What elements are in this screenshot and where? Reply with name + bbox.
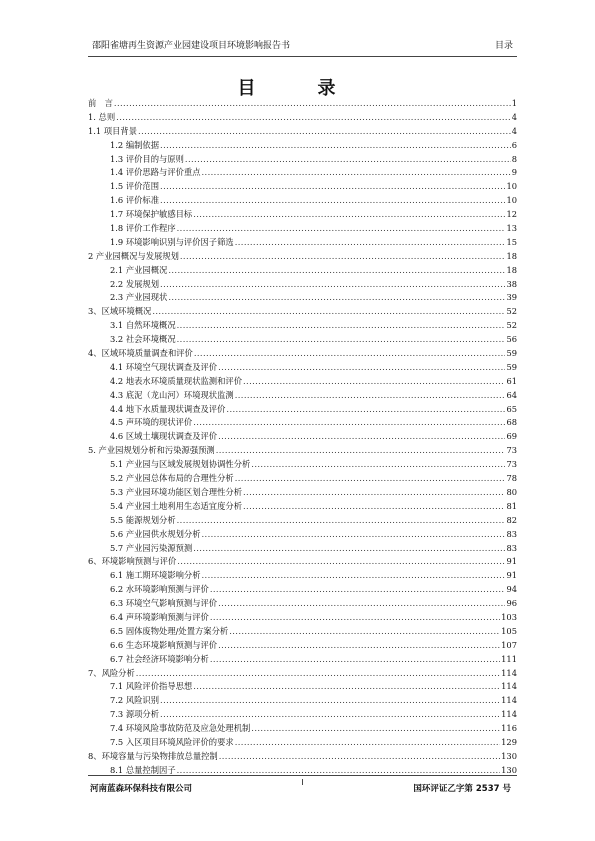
toc-dot-leader: [251, 722, 500, 736]
toc-entry-title: 8、环境容量与污染物排放总量控制: [88, 750, 218, 761]
toc-entry-page: 65: [506, 403, 517, 414]
toc-dot-leader: [235, 472, 506, 486]
toc-entry-title: 6.2 水环境影响预测与评价: [110, 584, 209, 595]
toc-entry-title: 1.1 项目背景: [88, 125, 138, 136]
toc-entry-page: 18: [506, 250, 517, 261]
toc-entry-page: 78: [506, 473, 517, 484]
toc-entry-title: 4.2 地表水环境质量现状监测和评价: [110, 375, 242, 386]
toc-entry-page: 9: [511, 167, 517, 178]
toc-dot-leader: [193, 542, 505, 556]
toc-entry-page: 80: [506, 486, 517, 497]
toc-entry-title: 6.3 环境空气影响预测与评价: [110, 598, 218, 609]
toc-dot-leader: [177, 319, 506, 333]
toc-dot-leader: [180, 250, 506, 264]
toc-entry-page: 59: [506, 361, 517, 372]
toc-dot-leader: [160, 278, 505, 292]
toc-dot-leader: [160, 139, 511, 153]
toc-dot-leader: [218, 597, 505, 611]
toc-entry[interactable]: [88, 111, 517, 125]
toc-entry[interactable]: [88, 236, 517, 250]
toc-entry-title: 1.9 环境影响识别与评价因子筛选: [110, 236, 234, 247]
toc-dot-leader: [229, 625, 500, 639]
toc-dot-leader: [114, 97, 511, 111]
toc-dot-leader: [210, 653, 500, 667]
toc-dot-leader: [168, 264, 505, 278]
toc-dot-leader: [193, 416, 505, 430]
toc-entry-page: 105: [501, 625, 517, 636]
toc-entry-title: 5.2 产业园总体布局的合理性分析: [110, 473, 234, 484]
toc-dot-leader: [210, 583, 506, 597]
toc-dot-leader: [202, 528, 506, 542]
toc-entry-page: 13: [506, 223, 517, 234]
toc-dot-leader: [193, 208, 505, 222]
toc-dot-leader: [218, 430, 505, 444]
toc-entry[interactable]: [88, 680, 517, 694]
toc-entry[interactable]: [88, 291, 517, 305]
toc-entry-page: 10: [506, 181, 517, 192]
toc-entry[interactable]: [88, 694, 517, 708]
toc-entry-page: 38: [506, 278, 517, 289]
toc-entry-page: 12: [506, 209, 517, 220]
toc-entry[interactable]: [88, 542, 517, 556]
toc-entry[interactable]: [88, 97, 517, 111]
toc-entry[interactable]: [88, 653, 517, 667]
toc-dot-leader: [177, 333, 506, 347]
toc-entry[interactable]: [88, 750, 517, 764]
toc-dot-leader: [177, 514, 506, 528]
toc-dot-leader: [226, 403, 505, 417]
toc-dot-leader: [202, 569, 506, 583]
toc-entry[interactable]: [88, 278, 517, 292]
toc-entry-page: 91: [506, 556, 517, 567]
toc-entry[interactable]: [88, 153, 517, 167]
toc-entry[interactable]: [88, 555, 517, 569]
toc-entry[interactable]: [88, 500, 517, 514]
toc-dot-leader: [218, 361, 505, 375]
toc-entry-title: 6、环境影响预测与评价: [88, 556, 177, 567]
toc-entry-page: 116: [501, 723, 517, 734]
footer-company: 河南蓝森环保科技有限公司: [90, 784, 193, 794]
toc-entry-title: 5.1 产业园与区域发展规划协调性分析: [110, 459, 251, 470]
toc-entry[interactable]: [88, 430, 517, 444]
toc-entry-title: 2.1 产业园概况: [110, 264, 168, 275]
toc-entry-title: 4.5 声环境的现状评价: [110, 417, 193, 428]
toc-dot-leader: [235, 389, 506, 403]
page-title: 目 录: [237, 78, 358, 99]
toc-entry[interactable]: [88, 597, 517, 611]
toc-dot-leader: [177, 555, 505, 569]
toc-entry-title: 前 言: [88, 98, 113, 108]
toc-entry-page: 130: [501, 750, 517, 761]
toc-entry-page: 15: [506, 236, 517, 247]
toc-entry-title: 5.4 产业园土地利用生态适宜度分析: [110, 500, 242, 511]
toc-entry-title: 1.6 评价标准: [110, 195, 160, 206]
toc-entry-page: 91: [506, 570, 517, 581]
toc-dot-leader: [210, 611, 500, 625]
toc-entry-title: 6.4 声环境影响预测与评价: [110, 611, 209, 622]
toc-entry[interactable]: [88, 472, 517, 486]
toc-dot-leader: [160, 180, 505, 194]
toc-entry-title: 1.8 评价工作程序: [110, 223, 176, 234]
toc-entry[interactable]: [88, 375, 517, 389]
toc-entry[interactable]: [88, 319, 517, 333]
toc-entry[interactable]: [88, 125, 517, 139]
toc-entry-page: 96: [506, 598, 517, 609]
toc-entry-title: 2.2 发展规划: [110, 278, 160, 289]
toc-dot-leader: [218, 639, 500, 653]
toc-dot-leader: [116, 111, 511, 125]
header-document-title: 邵阳雀塘再生资源产业园建设项目环境影响报告书: [92, 41, 291, 51]
toc-entry[interactable]: [88, 625, 517, 639]
footer-page-number: I: [301, 778, 304, 787]
toc-entry-title: 1. 总则: [88, 111, 116, 122]
page-header: [88, 36, 517, 57]
toc-entry[interactable]: [88, 333, 517, 347]
toc-entry-title: 7.3 源项分析: [110, 709, 160, 720]
toc-entry[interactable]: [88, 222, 517, 236]
toc-entry-title: 3.2 社会环境概况: [110, 334, 176, 345]
toc-entry[interactable]: [88, 722, 517, 736]
toc-entry-title: 2 产业园概况与发展规划: [88, 250, 179, 261]
toc-dot-leader: [136, 667, 500, 681]
toc-entry[interactable]: [88, 639, 517, 653]
toc-entry-title: 3、区域环境概况: [88, 306, 152, 317]
toc-entry[interactable]: [88, 569, 517, 583]
toc-dot-leader: [185, 153, 511, 167]
toc-entry-title: 5. 产业园规划分析和污染源强预测: [88, 445, 215, 456]
toc-entry-title: 7、风险分析: [88, 667, 135, 678]
toc-dot-leader: [251, 458, 505, 472]
toc-entry[interactable]: [88, 444, 517, 458]
toc-dot-leader: [194, 347, 506, 361]
toc-dot-leader: [168, 291, 505, 305]
toc-dot-leader: [160, 694, 500, 708]
toc-entry-page: 68: [506, 417, 517, 428]
toc-entry[interactable]: [88, 514, 517, 528]
toc-entry-page: 6: [511, 139, 517, 150]
toc-entry-page: 52: [506, 320, 517, 331]
toc-entry-title: 1.2 编制依据: [110, 139, 160, 150]
toc-entry-page: 114: [501, 667, 517, 678]
page-footer: [88, 775, 517, 796]
toc-dot-leader: [202, 166, 511, 180]
toc-entry[interactable]: [88, 708, 517, 722]
toc-entry[interactable]: [88, 611, 517, 625]
toc-entry-page: 56: [506, 334, 517, 345]
toc-entry[interactable]: [88, 264, 517, 278]
toc-entry-page: 61: [506, 375, 517, 386]
toc-entry-page: 39: [506, 292, 517, 303]
toc-dot-leader: [138, 125, 511, 139]
toc-entry-title: 2.3 产业园现状: [110, 292, 168, 303]
toc-dot-leader: [193, 680, 500, 694]
toc-entry-page: 114: [501, 681, 517, 692]
toc-dot-leader: [243, 375, 505, 389]
toc-entry-page: 18: [506, 264, 517, 275]
toc-entry-title: 7.4 环境风险事故防范及应急处理机制: [110, 723, 251, 734]
toc-entry-title: 5.7 产业园污染源预测: [110, 542, 193, 553]
toc-entry-title: 7.1 风险评价指导思想: [110, 681, 193, 692]
toc-entry-title: 1.5 评价范围: [110, 181, 160, 192]
toc-entry[interactable]: [88, 416, 517, 430]
toc-dot-leader: [235, 236, 506, 250]
toc-entry-page: 73: [506, 459, 517, 470]
toc-entry[interactable]: [88, 667, 517, 681]
toc-entry-title: 8.1 总量控制因子: [110, 764, 176, 775]
toc-entry-title: 6.5 固体废物处理/处置方案分析: [110, 625, 229, 636]
toc-entry-page: 10: [506, 195, 517, 206]
toc-entry[interactable]: [88, 250, 517, 264]
toc-entry-page: 83: [506, 528, 517, 539]
toc-entry-page: 94: [506, 584, 517, 595]
toc-entry-title: 1.7 环境保护敏感目标: [110, 209, 193, 220]
toc-entry[interactable]: [88, 139, 517, 153]
toc-entry-page: 4: [511, 111, 517, 122]
toc-entry-title: 6.6 生态环境影响预测与评价: [110, 639, 218, 650]
footer-certificate: 国环评证乙字第 2537 号: [413, 784, 511, 794]
toc-dot-leader: [219, 750, 500, 764]
toc-entry[interactable]: [88, 361, 517, 375]
toc-dot-leader: [216, 444, 506, 458]
toc-entry-page: 52: [506, 306, 517, 317]
toc-entry[interactable]: [88, 194, 517, 208]
toc-entry[interactable]: [88, 458, 517, 472]
toc-entry-title: 4.3 底泥（龙山河）环境现状监测: [110, 389, 234, 400]
toc-entry-page: 107: [501, 639, 517, 650]
toc-entry-page: 73: [506, 445, 517, 456]
toc-entry-title: 4.4 地下水质量现状调查及评价: [110, 403, 226, 414]
header-section-label: 目录: [494, 41, 513, 51]
toc-entry[interactable]: [88, 180, 517, 194]
toc-entry[interactable]: [88, 736, 517, 750]
toc-entry-page: 111: [501, 653, 517, 664]
toc-entry-page: 69: [506, 431, 517, 442]
toc-entry-page: 130: [501, 764, 517, 775]
toc-entry-title: 3.1 自然环境概况: [110, 320, 176, 331]
toc-entry-page: 4: [511, 125, 517, 136]
toc-entry-title: 5.6 产业园供水规划分析: [110, 528, 201, 539]
toc-entry-title: 4.6 区域土壤现状调查及评价: [110, 431, 218, 442]
toc-entry-page: 59: [506, 348, 517, 359]
toc-entry-title: 1.3 评价目的与原则: [110, 153, 184, 164]
toc-entry-title: 1.4 评价思路与评价重点: [110, 167, 201, 178]
toc-entry-title: 4、区域环境质量调查和评价: [88, 348, 193, 359]
toc-entry[interactable]: [88, 347, 517, 361]
toc-entry-page: 81: [506, 500, 517, 511]
toc-entry[interactable]: [88, 166, 517, 180]
toc-entry-page: 1: [511, 98, 517, 108]
toc-dot-leader: [243, 500, 505, 514]
toc-entry-page: 114: [501, 709, 517, 720]
toc-entry-title: 7.5 入区项目环境风险评价的要求: [110, 736, 234, 747]
toc-entry[interactable]: [88, 583, 517, 597]
toc-entry-page: 114: [501, 695, 517, 706]
toc-entry[interactable]: [88, 305, 517, 319]
toc-entry-page: 129: [501, 736, 517, 747]
toc-entry-title: 6.7 社会经济环境影响分析: [110, 653, 209, 664]
toc-entry-page: 103: [501, 611, 517, 622]
toc-entry[interactable]: [88, 486, 517, 500]
toc-entry-page: 64: [506, 389, 517, 400]
toc-dot-leader: [243, 486, 505, 500]
toc-entry-title: 7.2 风险识别: [110, 695, 160, 706]
toc-dot-leader: [235, 736, 500, 750]
toc-dot-leader: [160, 708, 500, 722]
toc-entry-title: 4.1 环境空气现状调查及评价: [110, 361, 218, 372]
toc-entry[interactable]: [88, 528, 517, 542]
toc-entry-title: 6.1 施工期环境影响分析: [110, 570, 201, 581]
toc-entry-page: 83: [506, 542, 517, 553]
toc-entry-page: 8: [511, 153, 517, 164]
toc-dot-leader: [152, 305, 505, 319]
toc-entry-title: 5.3 产业园环境功能区划合理性分析: [110, 486, 242, 497]
toc-entry-title: 5.5 能源规划分析: [110, 514, 176, 525]
toc-entry[interactable]: [88, 208, 517, 222]
toc-entry-page: 82: [506, 514, 517, 525]
table-of-contents: [88, 97, 517, 778]
toc-dot-leader: [160, 194, 505, 208]
toc-entry[interactable]: [88, 403, 517, 417]
toc-entry[interactable]: [88, 389, 517, 403]
toc-dot-leader: [177, 222, 506, 236]
